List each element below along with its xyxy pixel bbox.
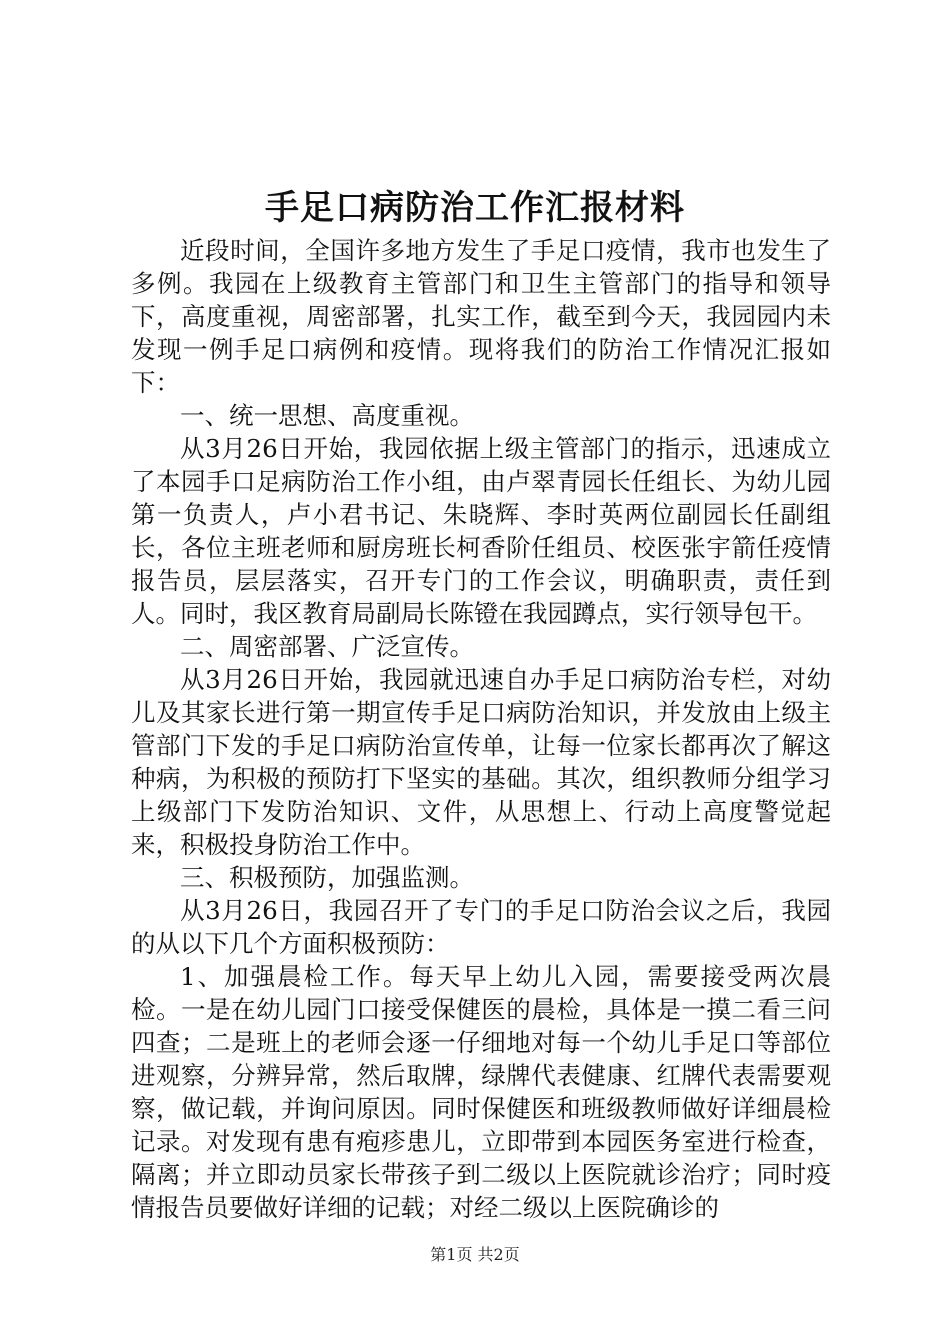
page-footer: 第1页 共2页 [430,1245,520,1264]
section-heading-2: 二、周密部署、广泛宣传。 [180,632,474,661]
document-title: 手足口病防治工作汇报材料 [265,188,685,228]
paragraph-section-2: 从3月26日开始，我园就迅速自办手足口病防治专栏，对幼儿及其家长进行第一期宣传手足口病防治知识，并发放由上级主管部门下发的手足口病防治宣传单，让每一位家长都再次了解这种病，为积极的预防打下坚实的基础。其次，组织教师分组学习上级部门下发防治知识、文件，从思想上、行动上高度警觉起来，积极投身防治工作中。 [131,665,831,859]
section-heading-1: 一、统一思想、高度重视。 [180,401,474,430]
paragraph-section-1: 从3月26日开始，我园依据上级主管部门的指示，迅速成立了本园手口足病防治工作小组，由卢翠青园长任组长、为幼儿园第一负责人，卢小君书记、朱晓辉、李时英两位副园长任副组长，各位主班老师和厨房班长柯香阶任组员、校医张宇箭任疫情报告员，层层落实，召开专门的工作会议，明确职责，责任到人。同时，我区教育局副局长陈镫在我园蹲点，实行领导包干。 [131,434,831,628]
paragraph-intro: 近段时间，全国许多地方发生了手足口疫情，我市也发生了多例。我园在上级教育主管部门和卫生主管部门的指导和领导下，高度重视，周密部署，扎实工作，截至到今天，我园园内未发现一例手足口病例和疫情。现将我们的防治工作情况汇报如下： [131,236,831,397]
paragraph-item-1: 1、加强晨检工作。每天早上幼儿入园，需要接受两次晨检。一是在幼儿园门口接受保健医的晨检，具体是一摸二看三问四查；二是班上的老师会逐一仔细地对每一个幼儿手足口等部位进观察，分辨异常，然后取牌，绿牌代表健康、红牌代表需要观察，做记载，并询问原因。同时保健医和班级教师做好详细晨检记录。对发现有患有疱疹患儿，立即带到本园医务室进行检查，隔离；并立即动员家长带孩子到二级以上医院就诊治疗；同时疫情报告员要做好详细的记载；对经二级以上医院确诊的 [131,962,831,1222]
section-heading-3: 三、积极预防，加强监测。 [180,863,474,892]
document-body [131,234,831,1224]
paragraph-section-3: 从3月26日，我园召开了专门的手足口防治会议之后，我园的从以下几个方面积极预防： [131,896,831,958]
